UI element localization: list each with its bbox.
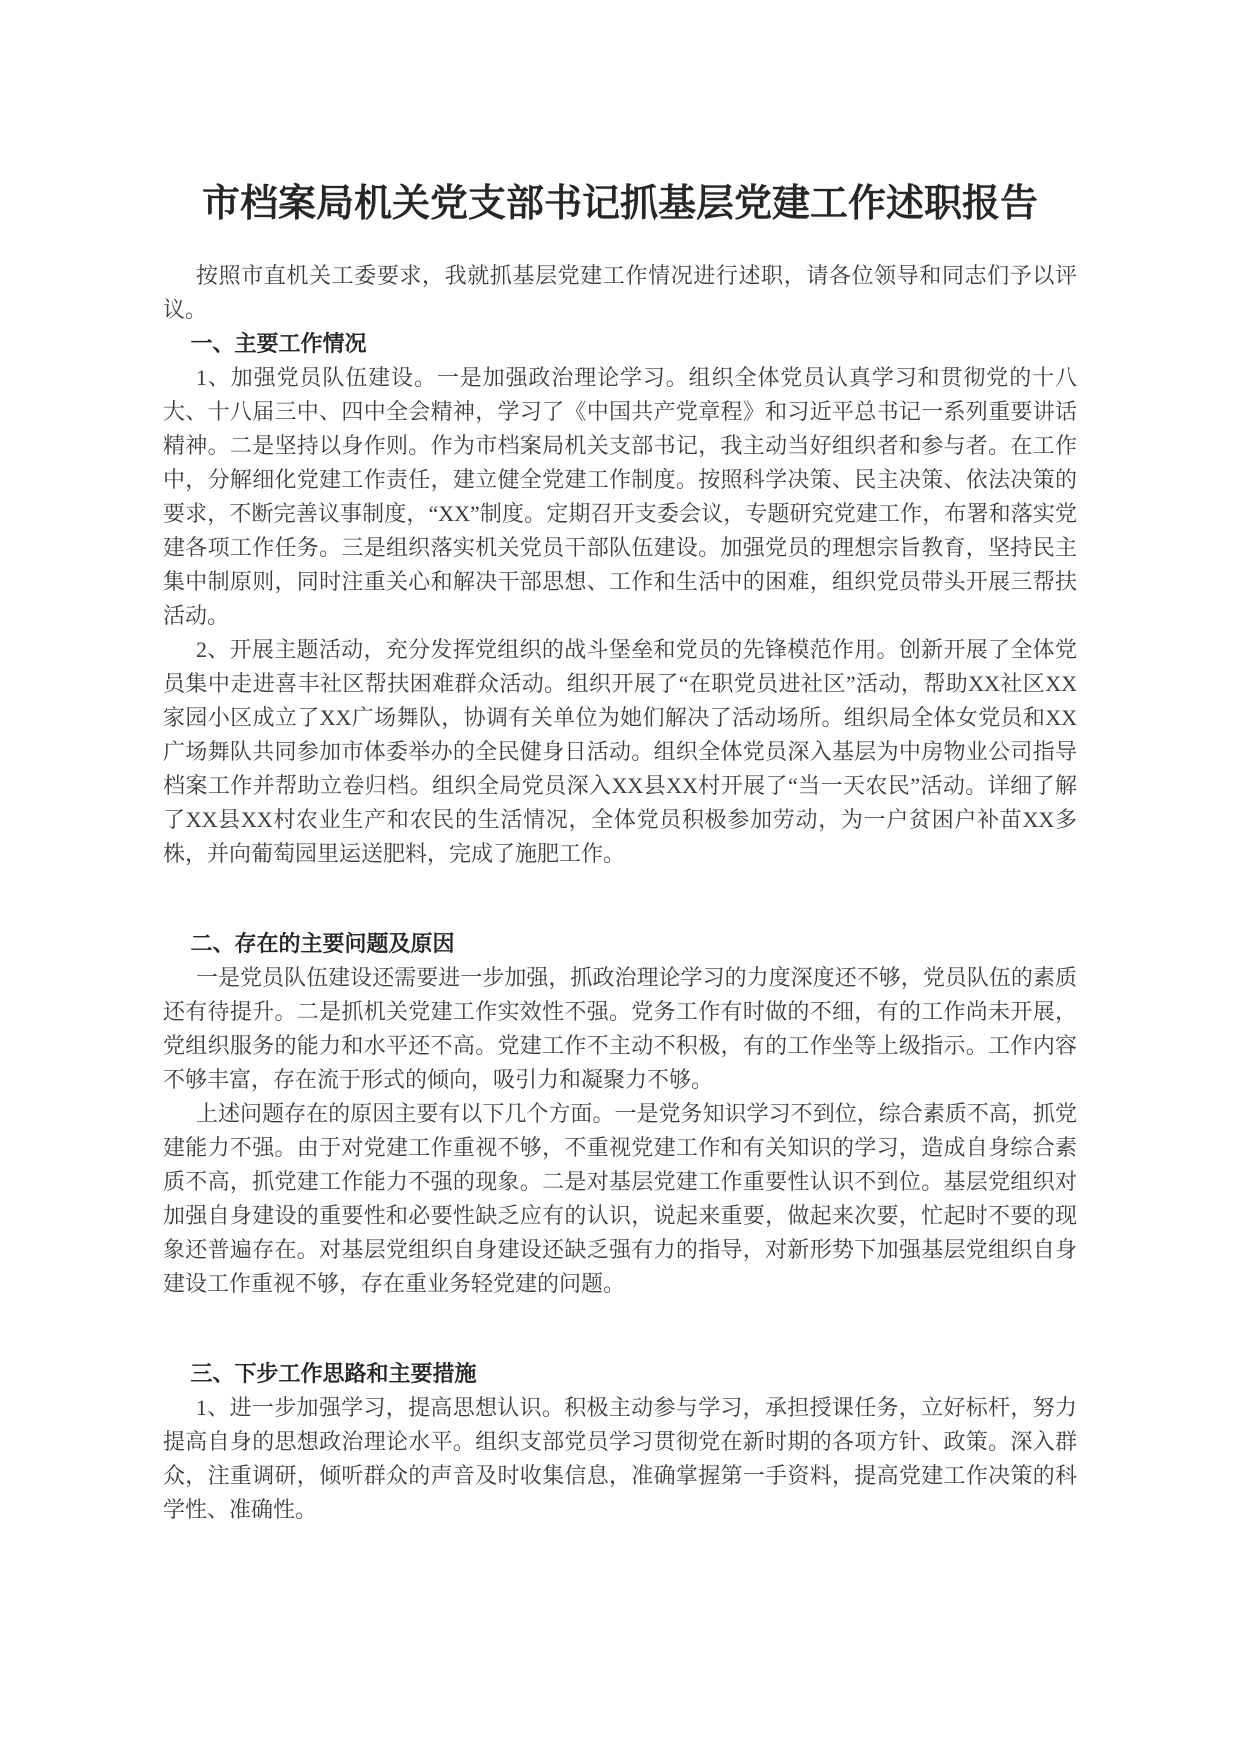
section-1-paragraph-2: 2、开展主题活动，充分发挥党组织的战斗堡垒和党员的先锋模范作用。创新开展了全体党员集中走进喜丰社区帮扶困难群众活动。组织开展了“在职党员进社区”活动，帮助XX社区XX家园小区成立了XX广场舞队，协调有关单位为她们解决了活动场所。组织局全体女党员和XX广场舞队共同参加市体委举办的全民健身日活动。组织全体党员深入基层为中房物业公司指导档案工作并帮助立卷归档。组织全局党员深入XX县XX村开展了“当一天农民”活动。详细了解了XX县XX村农业生产和农民的生活情况，全体党员积极参加劳动，为一户贫困户补苗XX多株，并向葡萄园里运送肥料，完成了施肥工作。 (163, 636, 1077, 866)
section-2-paragraph-2: 上述问题存在的原因主要有以下几个方面。一是党务知识学习不到位，综合素质不高，抓党建能力不强。由于对党建工作重视不够，不重视党建工作和有关知识的学习，造成自身综合素质不高，抓党建工作能力不强的现象。二是对基层党建工作重要性认识不到位。基层党组织对加强自身建设的重要性和必要性缺乏应有的认识，说起来重要，做起来次要，忙起时不要的现象还普遍存在。对基层党组织自身建设还缺乏强有力的指导，对新形势下加强基层党组织自身建设工作重视不够，存在重业务轻党建的问题。 (163, 1100, 1077, 1296)
section-2-paragraph-1: 一是党员队伍建设还需要进一步加强，抓政治理论学习的力度深度还不够，党员队伍的素质还有待提升。二是抓机关党建工作实效性不强。党务工作有时做的不细，有的工作尚未开展，党组织服务的能力和水平还不高。党建工作不主动不积极，有的工作坐等上级指示。工作内容不够丰富，存在流于形式的倾向，吸引力和凝聚力不够。 (163, 964, 1077, 1092)
section-1-paragraph-1: 1、加强党员队伍建设。一是加强政治理论学习。组织全体党员认真学习和贯彻党的十八大、十八届三中、四中全会精神，学习了《中国共产党章程》和习近平总书记一系列重要讲话精神。二是坚持以身作则。作为市档案局机关支部书记，我主动当好组织者和参与者。在工作中，分解细化党建工作责任，建立健全党建工作制度。按照科学决策、民主决策、依法决策的要求，不断完善议事制度，“XX”制度。定期召开支委会议，专题研究党建工作，布署和落实党建各项工作任务。三是组织落实机关党员干部队伍建设。加强党员的理想宗旨教育，坚持民主集中制原则，同时注重关心和解决干部思想、工作和生活中的困难，组织党员带头开展三帮扶活动。 (163, 364, 1077, 628)
section-3-paragraph-1: 1、进一步加强学习，提高思想认识。积极主动参与学习，承担授课任务，立好标杆，努力提高自身的思想政治理论水平。组织支部党员学习贯彻党在新时期的各项方针、政策。深入群众，注重调研，倾听群众的声音及时收集信息，准确掌握第一手资料，提高党建工作决策的科学性、准确性。 (163, 1394, 1077, 1522)
section-3-heading: 三、下步工作思路和主要措施 (190, 1360, 477, 1386)
section-2-heading: 二、存在的主要问题及原因 (190, 930, 455, 956)
document-title: 市档案局机关党支部书记抓基层党建工作述职报告 (201, 183, 1038, 225)
intro-paragraph: 按照市直机关工委要求，我就抓基层党建工作情况进行述职，请各位领导和同志们予以评议。 (163, 262, 1077, 322)
section-1-heading: 一、主要工作情况 (190, 330, 367, 356)
